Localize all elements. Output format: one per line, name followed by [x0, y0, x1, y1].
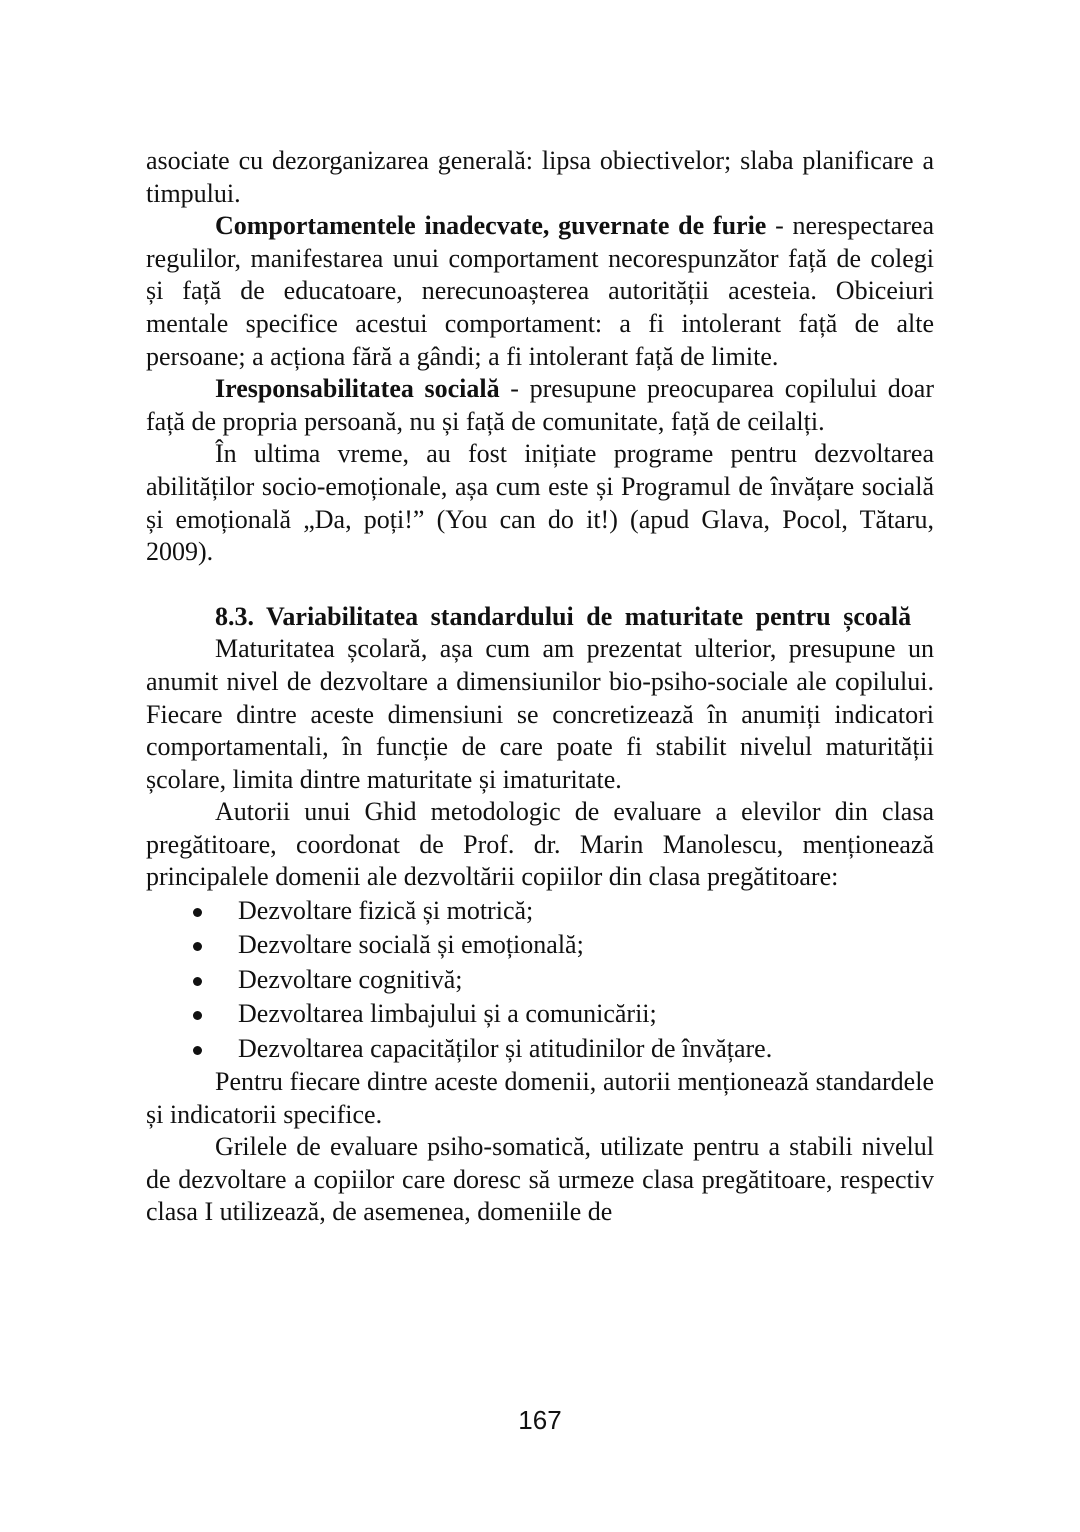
- bullet-icon: [193, 942, 202, 951]
- paragraph-standards: Pentru fiecare dintre aceste domenii, autorii menționează standardele și indicatorii specifice.: [146, 1067, 934, 1129]
- list-item-text: Dezvoltarea limbajului și a comunicării;: [238, 999, 657, 1029]
- bullet-icon: [193, 1046, 202, 1055]
- list-item: [146, 1032, 934, 1066]
- definition-inappropriate-behaviors: - nerespectarea regulilor, manifestarea unui comportament necorespunzător față de colegi și față de educatoare, nerecunoașterea autorității acesteia. Obiceiuri mentale specifice acestui comportament: a fi intolerant față de alte persoane; a acționa fără a gândi; a fi intolerant față de limite.: [146, 211, 934, 371]
- bullet-icon: [193, 908, 202, 917]
- development-domains-list: [146, 894, 934, 1066]
- paragraph-disorganization: asociate cu dezorganizarea generală: lipsa obiectivelor; slaba planificare a timpului.: [146, 146, 934, 208]
- term-inappropriate-behaviors: Comportamentele inadecvate, guvernate de furie: [215, 211, 767, 241]
- list-item-text: Dezvoltare fizică și motrică;: [238, 896, 534, 926]
- paragraph-methodological-guide: Autorii unui Ghid metodologic de evaluare a elevilor din clasa pregătitoare, coordonat de Prof. dr. Marin Manolescu, menționează principalele domenii ale dezvoltării copiilor din clasa pregătitoare:: [146, 797, 934, 892]
- bullet-icon: [193, 1011, 202, 1020]
- term-social-irresponsibility: Iresponsabilitatea socială: [215, 374, 500, 404]
- paragraph-inappropriate-behaviors: [146, 210, 934, 373]
- list-item: [146, 963, 934, 997]
- paragraph-social-irresponsibility: [146, 373, 934, 438]
- page-body: [146, 145, 934, 1229]
- list-item: [146, 894, 934, 928]
- list-item: [146, 997, 934, 1031]
- list-item-text: Dezvoltare socială și emoțională;: [238, 930, 584, 960]
- bullet-icon: [193, 977, 202, 986]
- definition-social-irresponsibility: - presupune preocuparea copilului doar față de propria persoană, nu și față de comunitate, față de ceilalți.: [146, 374, 934, 436]
- section-heading: 8.3. Variabilitatea standardului de maturitate pentru școală: [215, 601, 912, 631]
- list-item-text: Dezvoltare cognitivă;: [238, 964, 463, 994]
- paragraph-programs: În ultima vreme, au fost inițiate programe pentru dezvoltarea abilităților socio-emoționale, așa cum este și Programul de învățare socială și emoțională „Da, poți!” (You can do it!) (apud Glava, Pocol, Tătaru, 2009).: [146, 439, 934, 567]
- list-item: [146, 928, 934, 962]
- paragraph-evaluation-grids: Grilele de evaluare psiho-somatică, utilizate pentru a stabili nivelul de dezvoltare a copiilor care doresc să urmeze clasa pregătitoare, respectiv clasa I utilizează, de asemenea, domeniile de: [146, 1132, 934, 1227]
- page-number: 167: [518, 1405, 562, 1435]
- list-item-text: Dezvoltarea capacităților și atitudinilor de învățare.: [238, 1033, 773, 1063]
- paragraph-school-maturity: Maturitatea școlară, așa cum am prezentat ulterior, presupune un anumit nivel de dezvoltare a dimensiunilor bio-psiho-sociale ale copilului. Fiecare dintre aceste dimensiuni se concretizează în anumiți indicatori comportamentali, în funcție de care poate fi stabilit nivelul maturității școlare, limita dintre maturitate și imaturitate.: [146, 634, 934, 794]
